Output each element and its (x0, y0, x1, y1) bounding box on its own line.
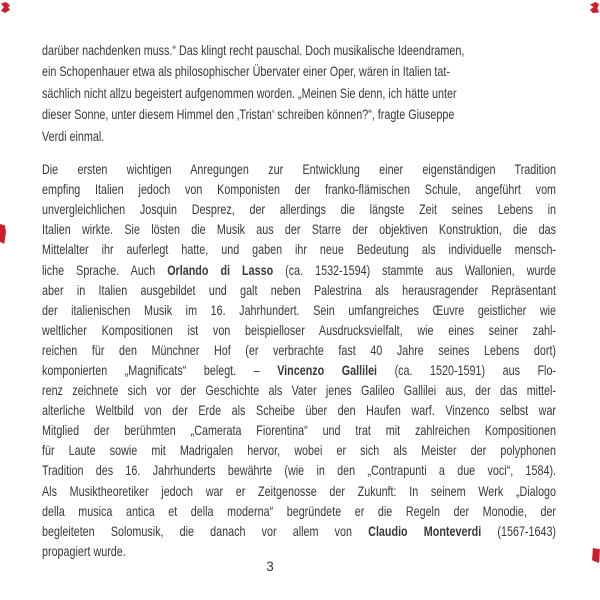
text-segment: reichen für den Münchner Hof (er verbrachte fast 40 Jahre seines Lebens dort) (42, 342, 557, 358)
text-segment: für Laute sowie mit Madrigalen hervor, wobei er sich als Meister der polyphonen (42, 443, 557, 459)
page-number: 3 (266, 559, 274, 574)
text-segment: der italienischen Musik im 16. Jahrhundert. Sein umfangreiches Œuvre geistlicher wie (42, 302, 557, 318)
composer-name-bold: Vincenzo Gallilei (277, 362, 378, 378)
text-segment: Italien wirkte. Sie lösten die Musik aus der Starre der objektiven Konstruktion, die das (42, 222, 557, 238)
text-line (42, 83, 556, 104)
text-segment: Die ersten wichtigen Anregungen zur Entwicklung einer eigenständigen Tradition (42, 162, 557, 178)
text-segment: Mitglied der berühmten „Camerata Fiorentina“ und trat mit zahlreichen Kompositionen (42, 423, 557, 439)
text-line (42, 522, 556, 542)
text-segment: (1567-1643) (481, 523, 557, 539)
text-segment: renz zeichnete sich vor der Geschichte als Vater jenes Galileo Gallilei aus, der das mittel- (42, 383, 557, 399)
text-segment: weltlicher Kompositionen ist von beispielloser Ausdrucksvielfalt, wie eines seiner zahl- (42, 322, 557, 338)
text-segment: darüber nachdenken muss.“ Das klingt recht pauschal. Doch musikalische Ideendramen, (42, 43, 465, 58)
text-line (42, 104, 556, 125)
text-line (42, 160, 556, 180)
text-segment: (ca. 1520-1591) aus Flo- (377, 362, 557, 378)
text-segment: (ca. 1532-1594) stammte aus Wallonien, wurde (273, 262, 557, 278)
text-line (42, 200, 556, 220)
text-line (42, 240, 556, 260)
text-line (42, 261, 556, 281)
text-segment: empfing Italien jedoch von Komponisten der franko-flämischen Schule, angeführt vom (42, 182, 557, 198)
text-line (42, 301, 556, 321)
text-segment: Verdi einmal. (42, 128, 105, 144)
text-segment: Als Musiktheoretiker jedoch war er Zeitgenosse der Zukunft: In seinem Werk „Dialogo (42, 483, 557, 499)
text-segment: Mittelalter ihr auferlegt hatte, und gaben ihr neue Bedeutung als individuelle mensch- (42, 242, 557, 258)
red-scan-mark-left-middle (0, 224, 6, 244)
text-segment: Tradition des 16. Jahrhunderts bewährte (wie in den „Contrapunti a due voci“, 1584). (42, 463, 557, 479)
text-line (42, 482, 556, 502)
paragraph-2 (42, 160, 556, 562)
paragraph-1 (42, 40, 556, 147)
text-line (42, 40, 556, 61)
text-line (42, 220, 556, 240)
text-segment: begleiteten Solomusik, die danach vor allem von (42, 523, 369, 539)
text-segment: ein Schopenhauer etwa als philosophischer Übervater einer Oper, wären in Italien tat- (42, 64, 450, 80)
text-line (42, 361, 556, 381)
red-scan-mark-top-right (590, 2, 599, 13)
text-line (42, 321, 556, 341)
text-line (42, 126, 556, 147)
text-segment: aber in Italien ausgebildet und galt neben Palestrina als herausragender Repräsentant (42, 282, 557, 298)
red-scan-mark-top-left (1, 2, 10, 13)
text-block (42, 40, 556, 562)
text-line (42, 381, 556, 401)
composer-name-bold: Claudio Monteverdi (368, 523, 482, 539)
text-segment: alterliche Weltbild von der Erde als Scheibe über den Haufen warf. Vinzenco selbst war (42, 403, 557, 419)
text-segment: propagiert wurde. (42, 543, 126, 559)
text-line (42, 281, 556, 301)
text-segment: komponierten „Magnificats“ belegt. – (42, 362, 278, 378)
text-segment: sächlich nicht allzu begeistert aufgenommen worden. „Meinen Sie denn, ich hätte unter (42, 85, 457, 101)
text-segment: dieser Sonne, unter diesem Himmel den ‚Tristan‘ schreiben können?“, fragte Giuseppe (42, 107, 455, 123)
text-line (42, 180, 556, 200)
text-line (42, 61, 556, 82)
text-segment: della musica antica et della moderna“ begründete er die Regeln der Monodie, der (42, 503, 557, 519)
text-segment: unvergleichlichen Josquin Desprez, der allerdings die längste Zeit seines Lebens in (42, 202, 557, 218)
text-line (42, 421, 556, 441)
composer-name-bold: Orlando di Lasso (167, 262, 274, 278)
text-line (42, 502, 556, 522)
text-line (42, 341, 556, 361)
text-line (42, 542, 556, 562)
text-line (42, 401, 556, 421)
text-segment: liche Sprache. Auch (42, 262, 168, 278)
text-line (42, 441, 556, 461)
text-line (42, 461, 556, 481)
red-scan-mark-bottom-right (592, 548, 600, 563)
